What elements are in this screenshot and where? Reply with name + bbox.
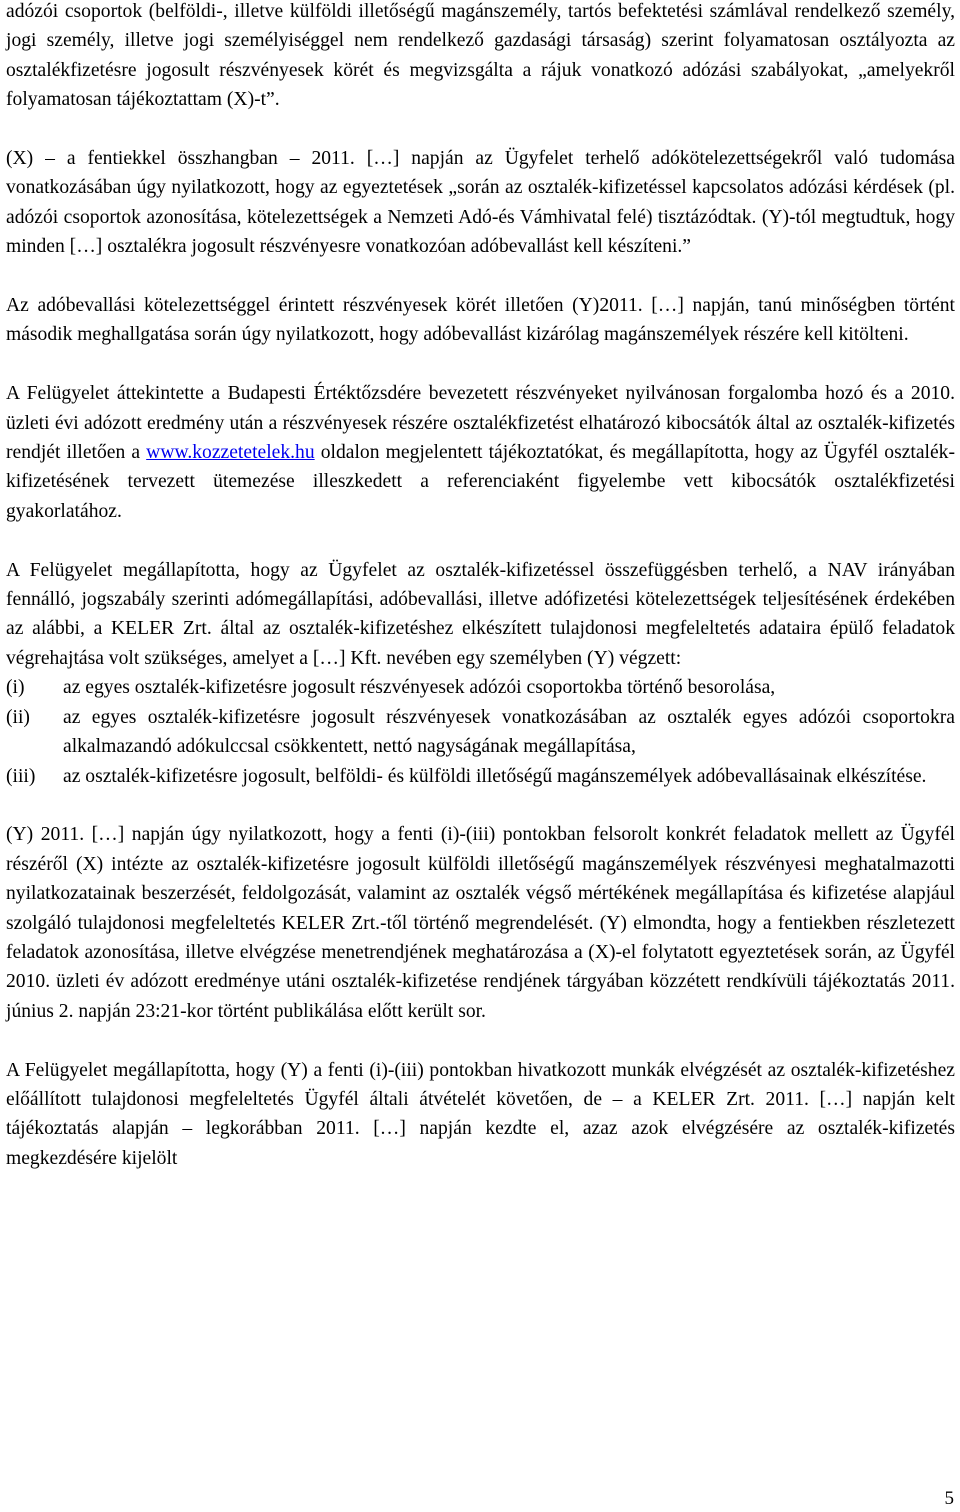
paragraph-gap <box>6 115 955 144</box>
list-item-i <box>6 673 955 702</box>
list-marker: (i) <box>6 677 25 699</box>
paragraph-felugyelet-attekintette <box>6 379 955 526</box>
paragraph-felugyelet-munkak-elvegzese: A Felügyelet megállapította, hogy (Y) a fenti (i)-(iii) pontokban hivatkozott munkák elvégzését az osztalék-kifizetéshez előállított tulajdonosi megfeleltetés Ügyfél általi átvételét követően, de – a KELER Zrt. 2011. […] napján kelt tájékoztatás alapján – legkorábban 2011. […] napján kezdte el, azaz azok elvégzésére az osztalék-kifizetés megkezdésére kijelölt <box>6 1059 955 1169</box>
list-item-ii <box>6 703 955 762</box>
paragraph-adozoi-csoportok: adózói csoportok (belföldi-, illetve külföldi illetőségű magánszemély, tartós befektetési számlával rendelkező személy, jogi személy, illetve jogi személyiséggel nem rendelkező gazdasági társaság) szerint folyamatosan osztályozta az osztalékfizetésre jogosult részvényesek körét és megvizsgálta a rájuk vonatkozó adózási szabályokat, „amelyekről folyamatosan tájékoztattam (X)-t”. <box>6 1 955 111</box>
paragraph-text-after-link: oldalon megjelentett tájékoztatókat, és megállapította, hogy az Ügyfél osztalék-kifizetésének tervezett ütemezése illeszkedett a referenciaként figyelembe vett kibocsátók osztalékfizetési gyakorlatához. <box>6 442 955 522</box>
paragraph-gap <box>6 1026 955 1055</box>
paragraph-gap <box>6 526 955 555</box>
list-item-text: az egyes osztalék-kifizetésre jogosult részvényesek adózói csoportokba történő besorolása, <box>63 677 776 699</box>
kozzetetelek-link[interactable]: www.kozzetetelek.hu <box>146 442 315 464</box>
paragraph-felugyelet-megallapitotta: A Felügyelet megállapította, hogy az Ügyfelet az osztalék-kifizetéssel összefüggésben terhelő, a NAV irányában fennálló, jogszabály szerinti adómegállapítási, adóbevallási, illetve adófizetési kötelezettségek teljesítésének érdekében az alábbi, a KELER Zrt. által az osztalék-kifizetéshez elkészített tulajdonosi megfeleltetés adataira épülő feladatok végrehajtása volt szükséges, amelyet a […] Kft. nevében egy személyben (Y) végzett: <box>6 559 955 669</box>
paragraph-adobevallasi-kotelezettseg: Az adóbevallási kötelezettséggel érintett részvényesek körét illetően (Y)2011. […] napján, tanú minőségben történt második meghallgatása során úgy nyilatkozott, hogy adóbevallást kizárólag magánszemélyek részére kell kitölteni. <box>6 295 955 346</box>
list-item-text: az egyes osztalék-kifizetésre jogosult részvényesek vonatkozásában az osztalék egyes adózói csoportokra alkalmazandó adókulccsal csökkentett, nettó nagyságának megállapítása, <box>63 706 955 758</box>
page-number: 5 <box>944 1488 954 1509</box>
paragraph-y-nyilatkozat: (Y) 2011. […] napján úgy nyilatkozott, hogy a fenti (i)-(iii) pontokban felsorolt konkrét feladatok mellett az Ügyfél részéről (X) intézte az osztalék-kifizetésre jogosult külföldi illetőségű magánszemélyek részvényesi meghatalmazotti nyilatkozatainak beszerzését, feldolgozását, valamint az osztalék végső mértékének megállapítása és kifizetése alapjául szolgáló tulajdonosi megfeleltetés KELER Zrt.-től történő megrendelését. (Y) elmondta, hogy a fentiekben részletezett feladatok azonosítása, illetve elvégzése menetrendjének meghatározása a (X)-el folytatott egyeztetések során, az Ügyfél 2010. üzleti év adózott eredménye utáni osztalék-kifizetése rendjének tárgyában közzétett rendkívüli tájékoztatás 2011. június 2. napján 23:21-kor történt publikálása előtt került sor. <box>6 824 955 1022</box>
paragraph-x-nyilatkozat: (X) – a fentiekkel összhangban – 2011. […] napján az Ügyfelet terhelő adókötelezettségekről való tudomása vonatkozásában úgy nyilatkozott, hogy az egyeztetések „során az osztalék-kifizetéssel kapcsolatos adózási kérdések (pl. adózói csoportok azonosítása, kötelezettségek a Nemzeti Adó-és Vámhivatal felé) tisztázódtak. (Y)-tól megtudtuk, hogy minden […] osztalékra jogosult részvényesre vonatkozóan adóbevallást kell készíteni.” <box>6 148 955 258</box>
list-marker: (iii) <box>6 765 36 787</box>
document-page <box>6 0 955 1173</box>
paragraph-gap <box>6 791 955 820</box>
list-item-text: az osztalék-kifizetésre jogosult, belföldi- és külföldi illetőségű magánszemélyek adóbevallásainak elkészítése. <box>63 765 927 787</box>
paragraph-gap <box>6 350 955 379</box>
list-marker: (ii) <box>6 706 30 728</box>
list-item-iii <box>6 762 955 791</box>
paragraph-gap <box>6 262 955 291</box>
paragraph-text-before-link: A Felügyelet áttekintette a Budapesti Értéktőzsdére bevezetett részvényeket nyilvánosan forgalomba hozó és a 2010. üzleti évi adózott eredmény után a részvényesek részére osztalékfizetést elhatározó kibocsátók által az osztalék-kifizetés rendjét illetően a <box>6 383 955 464</box>
